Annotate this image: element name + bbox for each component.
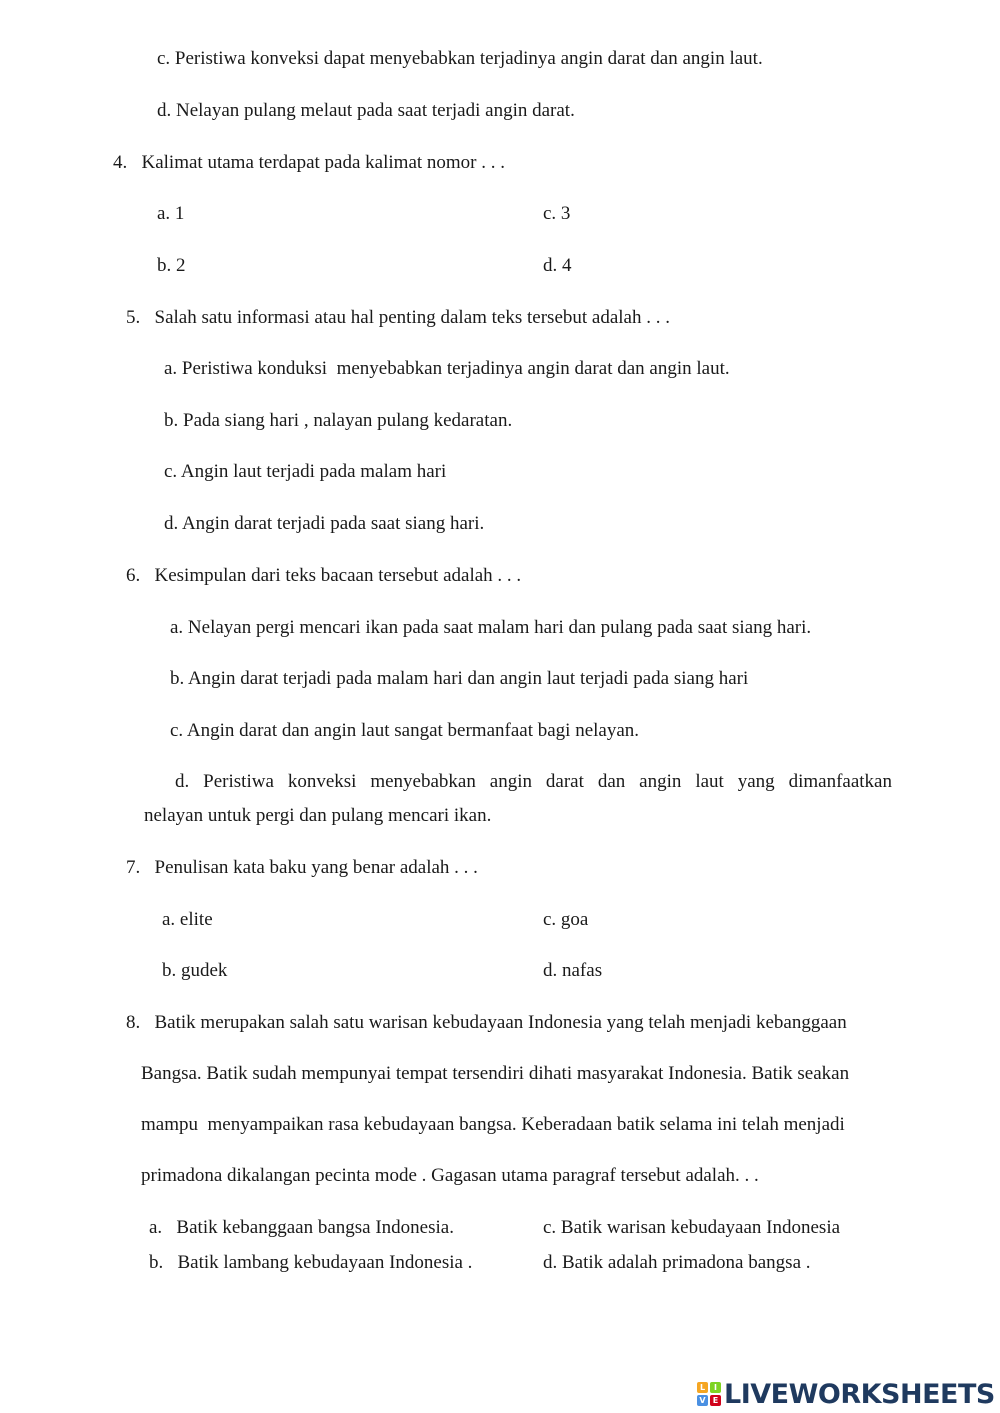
q4-option-a[interactable]: a. 1 xyxy=(157,203,185,224)
q5-option-c[interactable]: c. Angin laut terjadi pada malam hari xyxy=(164,461,447,482)
q8-option-c[interactable]: c. Batik warisan kebudayaan Indonesia xyxy=(543,1217,841,1238)
q5-option-b[interactable]: b. Pada siang hari , nalayan pulang kedaratan. xyxy=(164,410,513,431)
q8-question-line1: 8. Batik merupakan salah satu warisan kebudayaan Indonesia yang telah menjadi kebanggaan xyxy=(126,1012,847,1033)
logo-letter-l: L xyxy=(697,1382,708,1393)
q5-option-a[interactable]: a. Peristiwa konduksi menyebabkan terjadinya angin darat dan angin laut. xyxy=(164,358,730,379)
q7-option-d[interactable]: d. nafas xyxy=(543,960,603,981)
q7-option-a[interactable]: a. elite xyxy=(162,909,213,930)
q8-option-b[interactable]: b. Batik lambang kebudayaan Indonesia . xyxy=(149,1252,473,1273)
q4-option-d[interactable]: d. 4 xyxy=(543,255,572,276)
q5-option-d[interactable]: d. Angin darat terjadi pada saat siang hari. xyxy=(164,513,485,534)
q5-question: 5. Salah satu informasi atau hal penting dalam teks tersebut adalah . . . xyxy=(126,307,670,328)
q6-option-d-line2[interactable]: nelayan untuk pergi dan pulang mencari ikan. xyxy=(144,805,492,826)
q7-question: 7. Penulisan kata baku yang benar adalah . . . xyxy=(126,857,478,878)
q8-question-line2: Bangsa. Batik sudah mempunyai tempat tersendiri dihati masyarakat Indonesia. Batik seakan xyxy=(141,1063,850,1084)
q6-question: 6. Kesimpulan dari teks bacaan tersebut adalah . . . xyxy=(126,565,522,586)
q4-option-b[interactable]: b. 2 xyxy=(157,255,186,276)
q3-option-c[interactable]: c. Peristiwa konveksi dapat menyebabkan terjadinya angin darat dan angin laut. xyxy=(157,48,763,69)
q4-option-c[interactable]: c. 3 xyxy=(543,203,571,224)
logo-letter-e: E xyxy=(710,1395,721,1406)
q6-option-c[interactable]: c. Angin darat dan angin laut sangat bermanfaat bagi nelayan. xyxy=(170,720,640,741)
logo-text: LIVEWORKSHEETS xyxy=(724,1378,995,1410)
logo-letter-i: I xyxy=(710,1382,721,1393)
q8-question-line3: mampu menyampaikan rasa kebudayaan bangsa. Keberadaan batik selama ini telah menjadi xyxy=(141,1114,845,1135)
q8-option-d[interactable]: d. Batik adalah primadona bangsa . xyxy=(543,1252,811,1273)
q8-option-a[interactable]: a. Batik kebanggaan bangsa Indonesia. xyxy=(149,1217,454,1238)
logo-letter-v: V xyxy=(697,1395,708,1406)
q8-question-line4: primadona dikalangan pecinta mode . Gagasan utama paragraf tersebut adalah. . . xyxy=(141,1165,759,1186)
q6-option-a[interactable]: a. Nelayan pergi mencari ikan pada saat malam hari dan pulang pada saat siang hari. xyxy=(170,617,812,638)
liveworksheets-logo xyxy=(697,1378,995,1410)
q7-option-c[interactable]: c. goa xyxy=(543,909,589,930)
q4-question: 4. Kalimat utama terdapat pada kalimat nomor . . . xyxy=(113,152,506,173)
live-logo-icon xyxy=(697,1382,721,1406)
q6-option-d-line1[interactable]: d. Peristiwa konveksi menyebabkan angin darat dan angin laut yang dimanfaatkan xyxy=(175,771,892,792)
q7-option-b[interactable]: b. gudek xyxy=(162,960,228,981)
q3-option-d[interactable]: d. Nelayan pulang melaut pada saat terjadi angin darat. xyxy=(157,100,575,121)
q6-option-b[interactable]: b. Angin darat terjadi pada malam hari dan angin laut terjadi pada siang hari xyxy=(170,668,749,689)
